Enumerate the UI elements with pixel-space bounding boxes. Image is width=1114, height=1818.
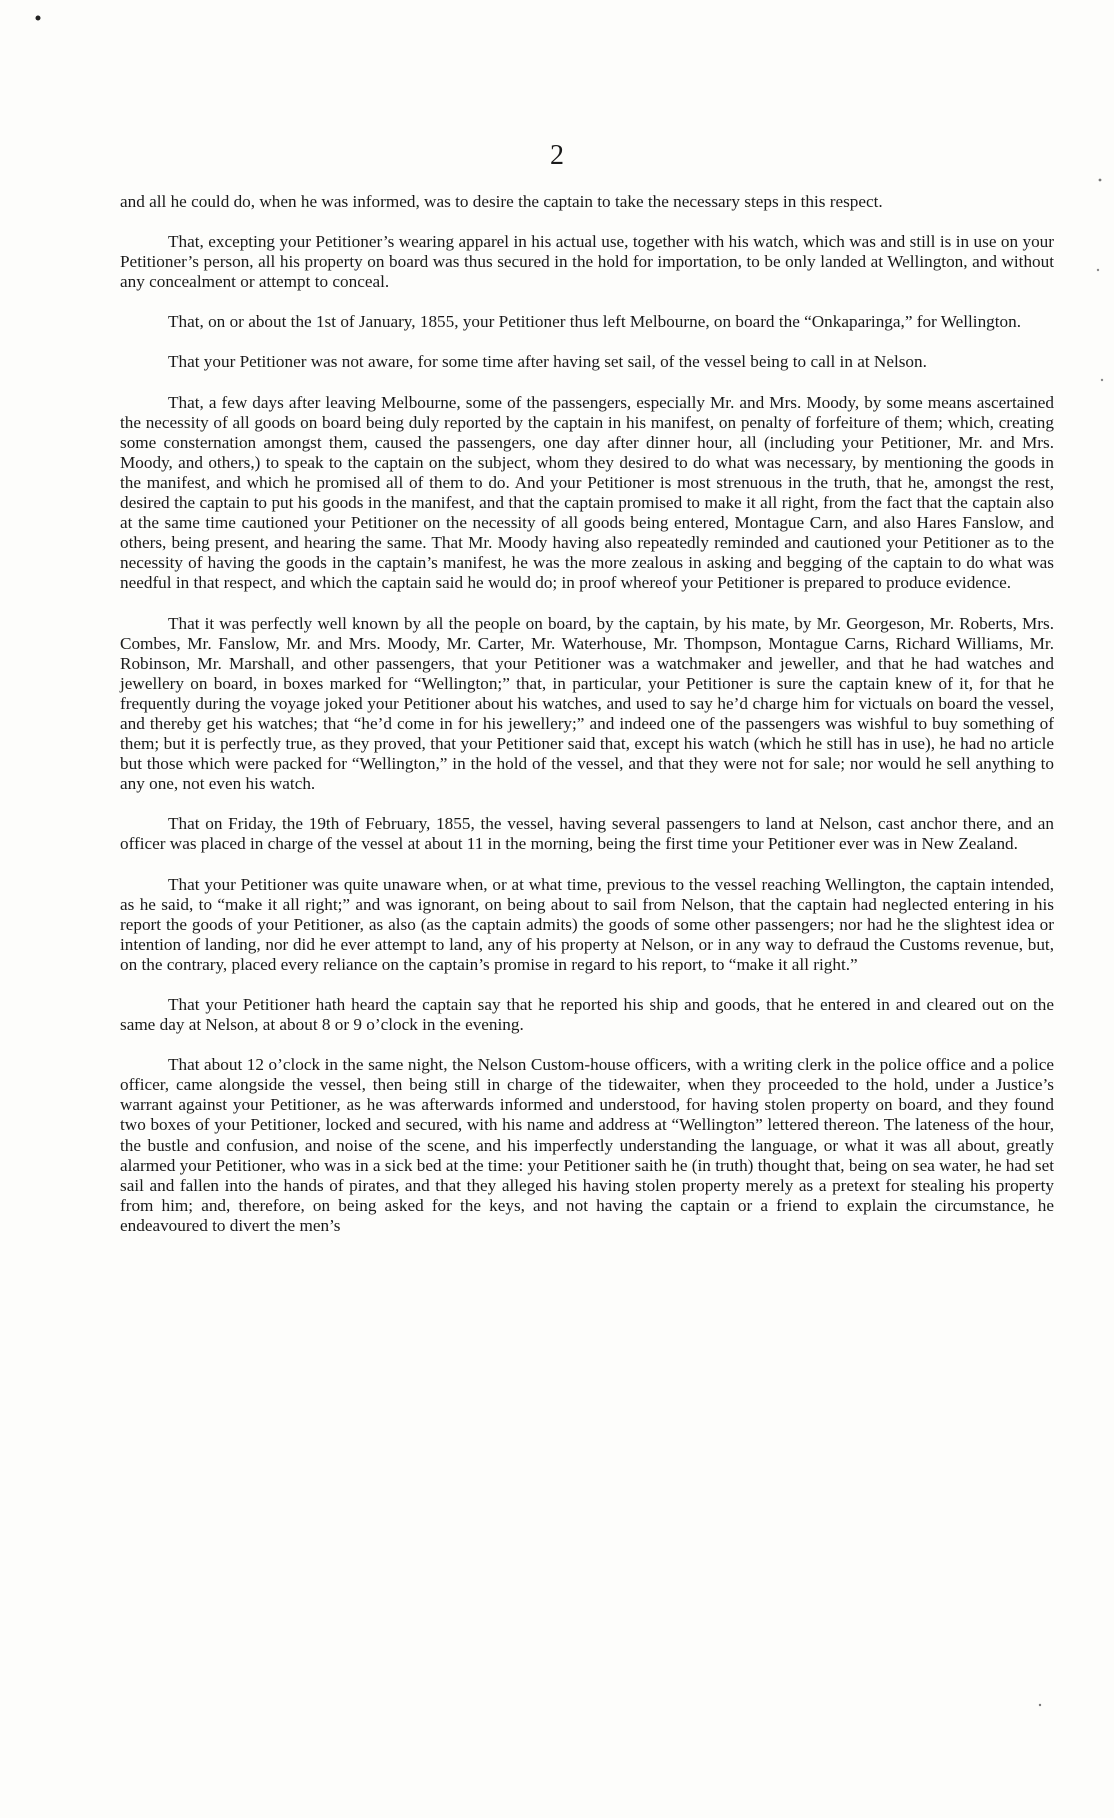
scan-speck [1099,179,1102,182]
paragraph: That your Petitioner hath heard the captain say that he reported his ship and goods, that he entered in and cleared out on the same day at Nelson, at about 8 or 9 o’clock in the evening. [120,995,1054,1035]
paragraph: and all he could do, when he was informed, was to desire the captain to take the necessary steps in this respect. [120,192,883,211]
page-number: 2 [550,140,564,171]
paragraph: That, on or about the 1st of January, 1855, your Petitioner thus left Melbourne, on board the “Onkaparinga,” for Wellington. [168,312,1022,332]
scan-speck [1097,269,1099,271]
paragraph: That on Friday, the 19th of February, 1855, the vessel, having several passengers to land at Nelson, cast anchor there, and an officer was placed in charge of the vessel at about 11 in the morning, being the first time your Petitioner ever was in New Zealand. [120,814,1054,854]
paragraph: That, excepting your Petitioner’s wearing apparel in his actual use, together with his watch, which was and still is in use on your Petitioner’s person, all his property on board was thus secured in the hold for importation, to be only landed at Wellington, and without any concealment or attempt to conceal. [120,232,1054,292]
body-text [120,192,1054,1236]
scan-speck [1039,1704,1041,1706]
paragraph: That your Petitioner was not aware, for some time after having set sail, of the vessel being to call in at Nelson. [168,352,927,372]
scan-speck [1101,379,1103,381]
paragraph: That, a few days after leaving Melbourne, some of the passengers, especially Mr. and Mrs. Moody, by some means ascertained the necessity of all goods on board being duly reported by the captain in his manifest, on penalty of forfeiture of them; which, creating some consternation amongst them, caused the passengers, one day after dinner hour, all (including your Petitioner, Mr. and Mrs. Moody, and others,) to speak to the captain on the subject, whom they desired to do what was necessary, by mentioning the goods in the manifest, and which he promised all of them to do. And your Petitioner is most strenuous in the truth, that he, amongst the rest, desired the captain to put his goods in the manifest, and that the captain promised to make it all right, from the fact that the captain also at the same time cautioned your Petitioner on the necessity of all goods being entered, Montague Carn, and also Hares Fanslow, and others, being present, and hearing the same. That Mr. Moody having also repeatedly reminded and cautioned your Petitioner as to the necessity of having the goods in the captain’s manifest, he was the more zealous in asking and begging of the captain to do what was needful in that respect, and which the captain said he would do; in proof whereof your Petitioner is prepared to produce evidence. [120,392,1054,593]
paragraph: That about 12 o’clock in the same night, the Nelson Custom-house officers, with a writing clerk in the police office and a police officer, came alongside the vessel, then being still in charge of the tidewaiter, when they proceeded to the hold, under a Justice’s warrant against your Petitioner, as he was afterwards informed and understood, for having stolen property on board, and they found two boxes of your Petitioner, locked and secured, with his name and address at “Wellington” lettered thereon. The lateness of the hour, the bustle and confusion, and noise of the scene, and his imperfectly understanding the language, or what it was all about, greatly alarmed your Petitioner, who was in a sick bed at the time: your Petitioner saith he (in truth) thought that, being on sea water, he had set sail and fallen into the hands of pirates, and that they alleged his having stolen property merely as a pretext for stealing his property from him; and, therefore, on being asked for the keys, and not having the captain or a friend to explain the circumstance, he endeavoured to divert the men’s [120,1055,1054,1235]
paragraph: That it was perfectly well known by all the people on board, by the captain, by his mate, by Mr. Georgeson, Mr. Roberts, Mrs. Combes, Mr. Fanslow, Mr. and Mrs. Moody, Mr. Carter, Mr. Waterhouse, Mr. Thompson, Montague Carns, Richard Williams, Mr. Robinson, Mr. Marshall, and other passengers, that your Petitioner was a watchmaker and jeweller, and that he had watches and jewellery on board, in boxes marked for “Wellington;” that, in particular, your Petitioner is sure the captain knew of it, for that he frequently during the voyage joked your Petitioner about his watches, and used to say he’d charge him for victuals on board the vessel, and thereby get his watches; that “he’d come in for his jewellery;” and indeed one of the passengers was wishful to buy something of them; but it is perfectly true, as they proved, that your Petitioner said that, except his watch (which he still has in use), he had no article but those which were packed for “Wellington,” in the hold of the vessel, and that they were not for sale; nor would he sell anything to any one, not even his watch. [120,613,1054,794]
scan-speck [36,16,41,21]
paragraph: That your Petitioner was quite unaware when, or at what time, previous to the vessel reaching Wellington, the captain intended, as he said, to “make it all right;” and was ignorant, on being about to sail from Nelson, that the captain had neglected entering in his report the goods of your Petitioner, as also (as the captain admits) the goods of some other passengers; nor had he the slightest idea or intention of landing, nor did he ever attempt to land, any of his property at Nelson, or in any way to defraud the Customs revenue, but, on the contrary, placed every reliance on the captain’s promise in regard to his report, to “make it all right.” [120,874,1054,974]
